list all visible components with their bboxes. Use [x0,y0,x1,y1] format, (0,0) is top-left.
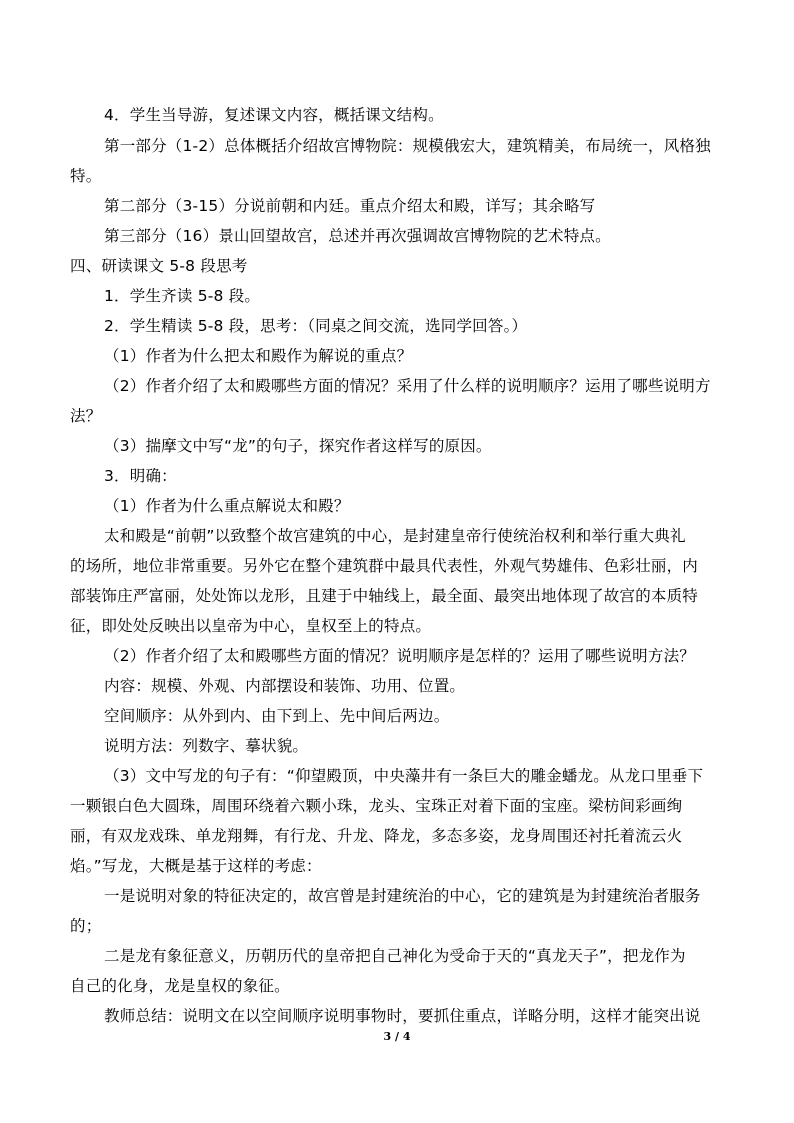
text-line: 焰。”写龙，大概是基于这样的考虑： [70,857,322,875]
text-line: 3．明确： [104,467,177,485]
text-line: 的； [70,917,102,935]
text-line: 太和殿是“前朝”以致整个故宫建筑的中心，是封建皇帝行使统治权利和举行重大典礼 [104,527,686,545]
text-line: 丽，有双龙戏珠、单龙翔舞，有行龙、升龙、降龙，多态多姿，龙身周围还衬托着流云火 [70,827,683,845]
text-line: 第三部分（16）景山回望故宫，总述并再次强调故宫博物院的艺术特点。 [104,227,611,245]
text-line: （2）作者介绍了太和殿哪些方面的情况？采用了什么样的说明顺序？运用了哪些说明方 [104,377,711,395]
text-line: （3）揣摩文中写“龙”的句子，探究作者这样写的原因。 [104,437,492,455]
text-line: 说明方法：列数字、摹状貌。 [104,737,309,755]
text-line: 第二部分（3-15）分说前朝和内廷。重点介绍太和殿，详写；其余略写 [104,197,596,215]
text-line: （1）作者为什么重点解说太和殿？ [104,497,350,515]
text-line: 空间顺序：从外到内、由下到上、先中间后两边。 [104,707,450,725]
text-line: 内容：规模、外观、内部摆设和装饰、功用、位置。 [104,677,466,695]
text-line: （1）作者为什么把太和殿作为解说的重点？ [104,347,413,365]
text-line: 一是说明对象的特征决定的，故宫曾是封建统治的中心，它的建筑是为封建统治者服务 [104,887,701,905]
text-line: 教师总结：说明文在以空间顺序说明事物时，要抓住重点，详略分明，这样才能突出说 [104,1007,701,1025]
page-number: 3 / 4 [383,1030,411,1043]
text-line: （3）文中写龙的句子有：“仰望殿顶，中央藻井有一条巨大的雕金蟠龙。从龙口里垂下 [104,767,704,785]
text-line: 自己的化身，龙是皇权的象征。 [70,977,290,995]
text-line: 二是龙有象征意义，历朝历代的皇帝把自己神化为受命于天的“真龙天子”，把龙作为 [104,947,686,965]
text-line: 第一部分（1-2）总体概括介绍故宫博物院：规模俄宏大，建筑精美，布局统一，风格独 [104,137,711,155]
text-line: （2）作者介绍了太和殿哪些方面的情况？说明顺序是怎样的？运用了哪些说明方法？ [104,647,695,665]
text-line: 一颗银白色大圆珠，周围环绕着六颗小珠，龙头、宝珠正对着下面的宝座。梁枋间彩画绚 [70,797,683,815]
text-line: 征，即处处反映出以皇帝为中心，皇权至上的特点。 [70,617,432,635]
section-heading: 四、研读课文 5-8 段思考 [70,257,248,275]
text-line: 4．学生当导游，复述课文内容，概括课文结构。 [104,106,444,124]
text-line: 1．学生齐读 5-8 段。 [104,287,261,305]
text-line: 部装饰庄严富丽，处处饰以龙形，且建于中轴线上，最全面、最突出地体现了故宫的本质特 [70,587,699,605]
text-line: 特。 [70,167,102,185]
text-line: 的场所，地位非常重要。另外它在整个建筑群中最具代表性，外观气势雄伟、色彩壮丽，内 [70,557,699,575]
text-line: 法？ [70,407,102,425]
text-line: 2．学生精读 5-8 段，思考：（同桌之间交流，选同学回答。） [104,317,528,335]
